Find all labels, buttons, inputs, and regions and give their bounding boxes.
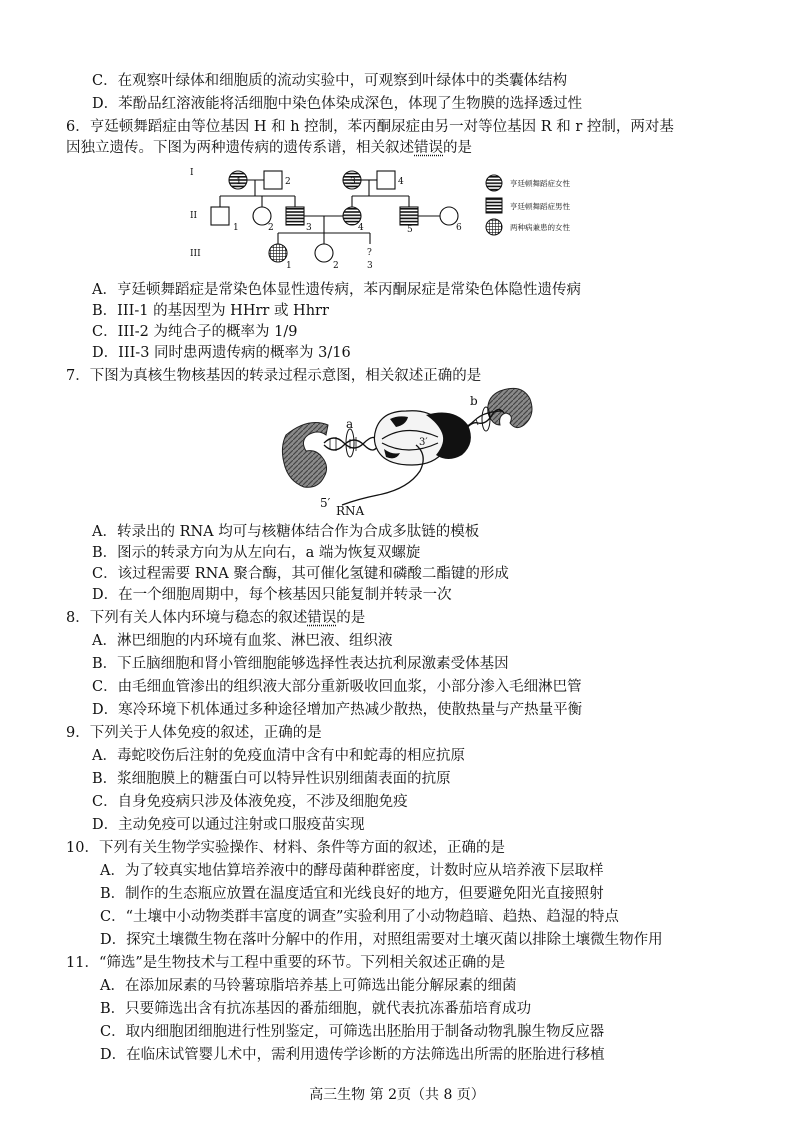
q8-option-a: A．淋巴细胞的内环境有血浆、淋巴液、组织液 bbox=[92, 633, 393, 649]
q6-stem-line2 bbox=[66, 138, 472, 158]
q7-option-b: B．图示的转录方向为从左向右，a 端为恢复双螺旋 bbox=[92, 545, 421, 561]
id-II-1: 1 bbox=[233, 223, 239, 233]
gen-label-III: III bbox=[190, 249, 201, 259]
pedigree-I-4 bbox=[377, 171, 395, 189]
q10-option-c: C．“土壤中小动物类群丰富度的调查”实验利用了小动物趋暗、趋热、趋湿的特点 bbox=[100, 909, 619, 925]
pedigree-III-2 bbox=[315, 244, 333, 262]
label-b: b bbox=[470, 394, 478, 408]
gen-label-II: II bbox=[190, 211, 198, 221]
q8-stem bbox=[66, 608, 365, 628]
id-II-4: 4 bbox=[358, 223, 364, 233]
id-I-1: 1 bbox=[236, 177, 242, 187]
pedigree-III-1 bbox=[269, 244, 287, 262]
id-III-3-unknown: ? bbox=[367, 248, 372, 258]
legend-hd-male-symbol bbox=[486, 198, 502, 213]
q11-option-b: B．只要筛选出含有抗冻基因的番茄细胞，就代表抗冻番茄培育成功 bbox=[100, 1001, 532, 1017]
id-II-2: 2 bbox=[268, 223, 274, 233]
page-footer: 高三生物 第 2页（共 8 页） bbox=[309, 1087, 485, 1103]
q8-option-d: D．寒冷环境下机体通过多种途径增加产热减少散热，使散热量与产热量平衡 bbox=[92, 702, 583, 718]
pedigree-II-5 bbox=[400, 207, 418, 225]
pedigree-II-1 bbox=[211, 207, 229, 225]
q11-stem: 11．“筛选”是生物技术与工程中重要的环节。下列相关叙述正确的是 bbox=[66, 955, 506, 971]
left-chromatin bbox=[282, 423, 328, 488]
q9-stem: 9．下列关于人体免疫的叙述，正确的是 bbox=[66, 725, 322, 741]
legend-both-female-label: 两种病兼患的女性 bbox=[510, 223, 570, 232]
id-II-3: 3 bbox=[306, 223, 312, 233]
label-rna: RNA bbox=[336, 504, 365, 515]
label-a: a bbox=[346, 417, 354, 431]
legend-hd-female-symbol bbox=[486, 175, 502, 191]
q6-option-c: C．III-2 为纯合子的概率为 1/9 bbox=[92, 324, 298, 340]
q6-option-b: B．III-1 的基因型为 HHrr 或 Hhrr bbox=[92, 303, 329, 319]
q6-stem-tail: 的是 bbox=[443, 140, 472, 156]
id-III-2: 2 bbox=[333, 261, 339, 271]
label-3-prime: 3′ bbox=[419, 437, 428, 448]
q6-stem-line1: 6．亨廷顿舞蹈症由等位基因 H 和 h 控制，苯丙酮尿症由另一对等位基因 R 和 r 控制，两对基 bbox=[66, 119, 674, 135]
label-5-prime: 5′ bbox=[320, 496, 331, 510]
q9-option-a: A．毒蛇咬伤后注射的免疫血清中含有中和蛇毒的相应抗原 bbox=[92, 748, 465, 764]
q7-option-a: A．转录出的 RNA 均可与核糖体结合作为合成多肽链的模板 bbox=[92, 524, 480, 540]
q10-option-d: D．探究土壤微生物在落叶分解中的作用，对照组需要对土壤灭菌以排除土壤微生物作用 bbox=[100, 932, 663, 948]
id-I-4: 4 bbox=[398, 177, 404, 187]
id-I-3: 3 bbox=[350, 177, 356, 187]
q7-option-c: C．该过程需要 RNA 聚合酶，其可催化氢键和磷酸二酯键的形成 bbox=[92, 566, 509, 582]
q5-option-c: C．在观察叶绿体和细胞质的流动实验中，可观察到叶绿体中的类囊体结构 bbox=[92, 73, 568, 89]
right-chromatin bbox=[488, 388, 532, 427]
q8-option-b: B．下丘脑细胞和肾小管细胞能够选择性表达抗利尿激素受体基因 bbox=[92, 656, 509, 672]
q11-option-c: C．取内细胞团细胞进行性别鉴定，可筛选出胚胎用于制备动物乳腺生物反应器 bbox=[100, 1024, 605, 1040]
q10-option-a: A．为了较真实地估算培养液中的酵母菌种群密度，计数时应从培养液下层取样 bbox=[100, 863, 604, 879]
q6-emphasis-wrong: 错误 bbox=[414, 140, 443, 156]
q11-option-a: A．在添加尿素的马铃薯琼脂培养基上可筛选出能分解尿素的细菌 bbox=[100, 978, 517, 994]
id-II-5: 5 bbox=[407, 225, 413, 235]
id-I-2: 2 bbox=[285, 177, 291, 187]
id-III-1: 1 bbox=[286, 261, 292, 271]
legend-hd-male-label: 亨廷顿舞蹈症男性 bbox=[510, 202, 570, 211]
pedigree-I-2 bbox=[264, 171, 282, 189]
q7-stem: 7．下图为真核生物核基因的转录过程示意图，相关叙述正确的是 bbox=[66, 368, 482, 384]
pedigree-chart bbox=[180, 160, 610, 278]
id-III-3: 3 bbox=[367, 261, 373, 271]
legend-hd-female-label: 亨廷顿舞蹈症女性 bbox=[510, 179, 570, 188]
id-II-6: 6 bbox=[456, 223, 462, 233]
q8-stem-text: 8．下列有关人体内环境与稳态的叙述 bbox=[66, 610, 308, 626]
q8-stem-tail: 的是 bbox=[336, 610, 366, 626]
q11-option-d: D．在临床试管婴儿术中，需利用遗传学诊断的方法筛选出所需的胚胎进行移植 bbox=[100, 1047, 605, 1063]
legend-both-female-symbol bbox=[486, 219, 502, 235]
q6-stem-text: 因独立遗传。下图为两种遗传病的遗传系谱，相关叙述 bbox=[66, 140, 414, 156]
q5-option-d: D．苯酚品红溶液能将活细胞中染色体染成深色，体现了生物膜的选择透过性 bbox=[92, 96, 583, 112]
gen-label-I: I bbox=[190, 168, 194, 178]
q7-option-d: D．在一个细胞周期中，每个核基因只能复制并转录一次 bbox=[92, 587, 452, 603]
pedigree-II-3 bbox=[286, 207, 304, 225]
q8-emphasis-wrong: 错误 bbox=[307, 610, 337, 626]
q10-stem: 10．下列有关生物学实验操作、材料、条件等方面的叙述，正确的是 bbox=[66, 840, 505, 856]
q8-option-c: C．由毛细血管渗出的组织液大部分重新吸收回血浆，小部分渗入毛细淋巴管 bbox=[92, 679, 582, 695]
q9-option-b: B．浆细胞膜上的糖蛋白可以特异性识别细菌表面的抗原 bbox=[92, 771, 451, 787]
transcription-diagram bbox=[278, 385, 534, 515]
q6-option-d: D．III-3 同时患两遗传病的概率为 3/16 bbox=[92, 345, 351, 361]
q9-option-c: C．自身免疫病只涉及体液免疫，不涉及细胞免疫 bbox=[92, 794, 408, 810]
q6-option-a: A．亨廷顿舞蹈症是常染色体显性遗传病，苯丙酮尿症是常染色体隐性遗传病 bbox=[92, 282, 581, 298]
q10-option-b: B．制作的生态瓶应放置在温度适宜和光线良好的地方，但要避免阳光直接照射 bbox=[100, 886, 604, 902]
q9-option-d: D．主动免疫可以通过注射或口服疫苗实现 bbox=[92, 817, 365, 833]
